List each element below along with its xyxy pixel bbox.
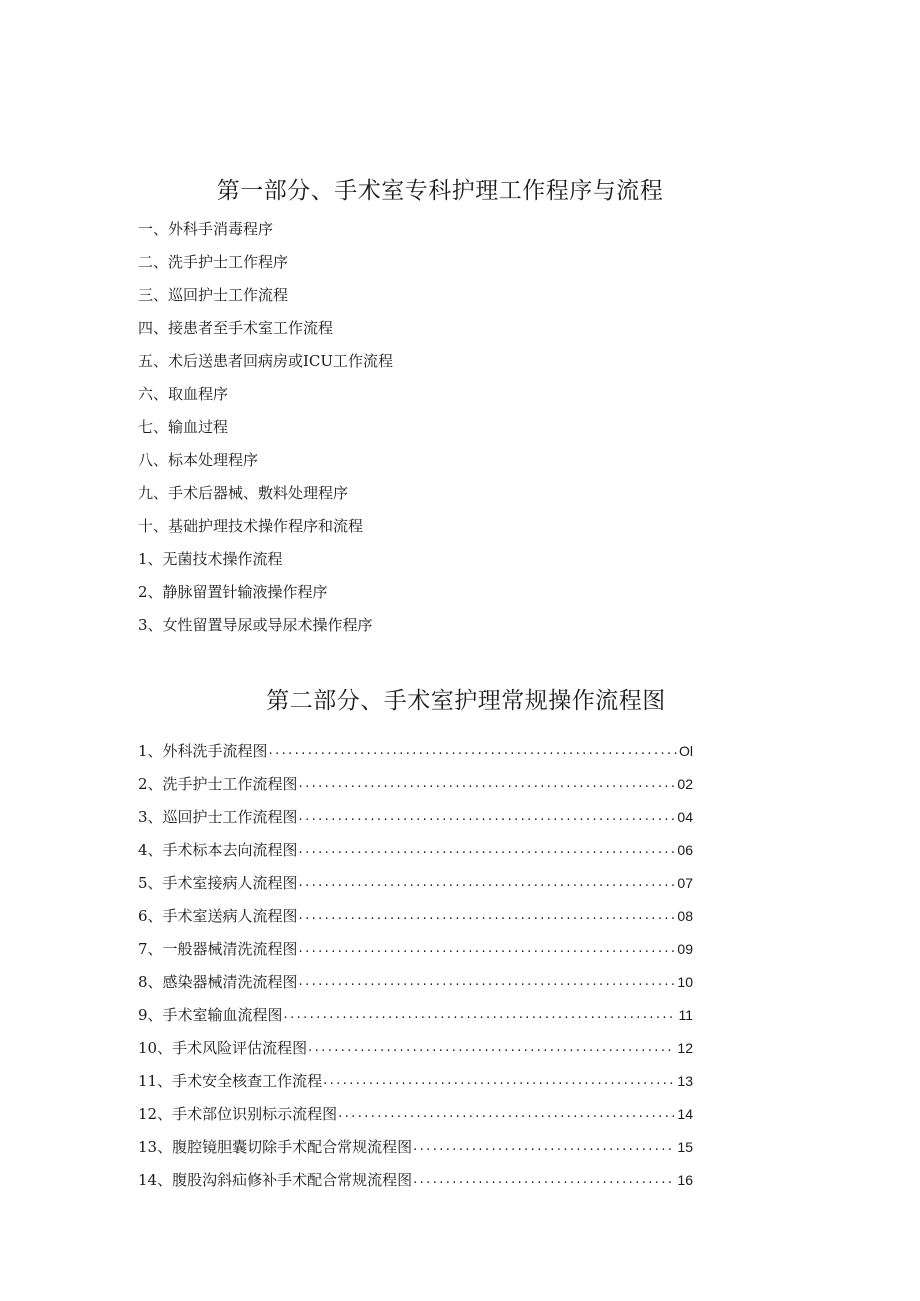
toc-page-number: 10 (677, 974, 693, 990)
part1-list (138, 218, 393, 647)
toc-entry[interactable] (138, 762, 693, 795)
toc-entry-label: 2、洗手护士工作流程图 (138, 775, 298, 793)
toc-entry-label: 7、一般器械清洗流程图 (138, 940, 298, 958)
toc-dot-leader (299, 773, 676, 795)
toc-page-number: 08 (677, 908, 693, 924)
list-item: 2、静脉留置针输液操作程序 (138, 583, 328, 601)
toc-entry[interactable] (138, 960, 693, 993)
list-item: 五、术后送患者回病房或ICU工作流程 (138, 352, 394, 370)
list-item: 四、接患者至手术室工作流程 (138, 319, 334, 337)
list-item: 六、取血程序 (138, 385, 229, 403)
toc-entry-label: 9、手术室输血流程图 (138, 1006, 283, 1024)
list-item: 1、无菌技术操作流程 (138, 550, 283, 568)
part1-title: 第一部分、手术室专科护理工作程序与流程 (216, 178, 664, 204)
list-item: 一、外科手消毒程序 (138, 220, 274, 238)
toc-page-number: 02 (677, 776, 693, 792)
toc-dot-leader (308, 1037, 675, 1059)
toc-dot-leader (323, 1070, 675, 1092)
toc-entry-label: 6、手术室送病人流程图 (138, 907, 298, 925)
toc-page-number: 07 (677, 875, 693, 891)
toc-dot-leader (413, 1169, 675, 1191)
toc-entry-label: 5、手术室接病人流程图 (138, 874, 298, 892)
toc-entry-label: 4、手术标本去向流程图 (138, 841, 298, 859)
toc-entry[interactable] (138, 993, 693, 1026)
toc-entry[interactable] (138, 729, 693, 762)
toc-entry[interactable] (138, 927, 693, 960)
list-item: 九、手术后器械、敷料处理程序 (138, 484, 349, 502)
toc-entry-label: 13、腹腔镜胆囊切除手术配合常规流程图 (138, 1138, 413, 1156)
toc-entry[interactable] (138, 1125, 693, 1158)
toc-dot-leader (299, 938, 676, 960)
toc-entry-label: 8、感染器械清洗流程图 (138, 973, 298, 991)
part2-title: 第二部分、手术室护理常规操作流程图 (266, 688, 666, 714)
toc-dot-leader (299, 806, 676, 828)
toc-dot-leader (413, 1136, 675, 1158)
toc-page-number: 14 (677, 1106, 693, 1122)
toc-entry[interactable] (138, 1158, 693, 1191)
list-item: 八、标本处理程序 (138, 451, 259, 469)
toc-dot-leader (299, 872, 676, 894)
toc-dot-leader (299, 971, 676, 993)
toc-page-number: 04 (677, 809, 693, 825)
list-item: 二、洗手护士工作程序 (138, 253, 289, 271)
toc-entry[interactable] (138, 861, 693, 894)
toc-entry[interactable] (138, 1092, 693, 1125)
toc-page-number: 09 (677, 941, 693, 957)
toc-entry-label: 11、手术安全核查工作流程 (138, 1072, 323, 1090)
toc-page-number: 16 (677, 1172, 693, 1188)
toc-page-number: 13 (677, 1073, 693, 1089)
toc-page-number: 12 (677, 1040, 693, 1056)
toc-entry-label: 14、腹股沟斜疝修补手术配合常规流程图 (138, 1171, 413, 1189)
list-item: 三、巡回护士工作流程 (138, 286, 289, 304)
toc-entry-label: 1、外科洗手流程图 (138, 742, 268, 760)
toc-entry[interactable] (138, 795, 693, 828)
list-item: 3、女性留置导尿或导尿术操作程序 (138, 616, 373, 634)
toc-page-number: 06 (677, 842, 693, 858)
toc-page-number: 11 (678, 1007, 693, 1023)
toc-entry-label: 12、手术部位识别标示流程图 (138, 1105, 338, 1123)
toc-entry-label: 10、手术风险评估流程图 (138, 1039, 308, 1057)
toc-entry[interactable] (138, 894, 693, 927)
toc-entry[interactable] (138, 1026, 693, 1059)
toc-dot-leader (299, 839, 676, 861)
toc-dot-leader (269, 740, 677, 762)
part2-toc (138, 729, 693, 1191)
list-item: 十、基础护理技术操作程序和流程 (138, 517, 364, 535)
toc-page-number: Ol (679, 743, 693, 759)
toc-entry[interactable] (138, 1059, 693, 1092)
toc-entry-label: 3、巡回护士工作流程图 (138, 808, 298, 826)
toc-dot-leader (338, 1103, 675, 1125)
list-item: 七、输血过程 (138, 418, 229, 436)
toc-dot-leader (284, 1004, 677, 1026)
toc-dot-leader (299, 905, 676, 927)
toc-page-number: 15 (677, 1139, 693, 1155)
toc-entry[interactable] (138, 828, 693, 861)
